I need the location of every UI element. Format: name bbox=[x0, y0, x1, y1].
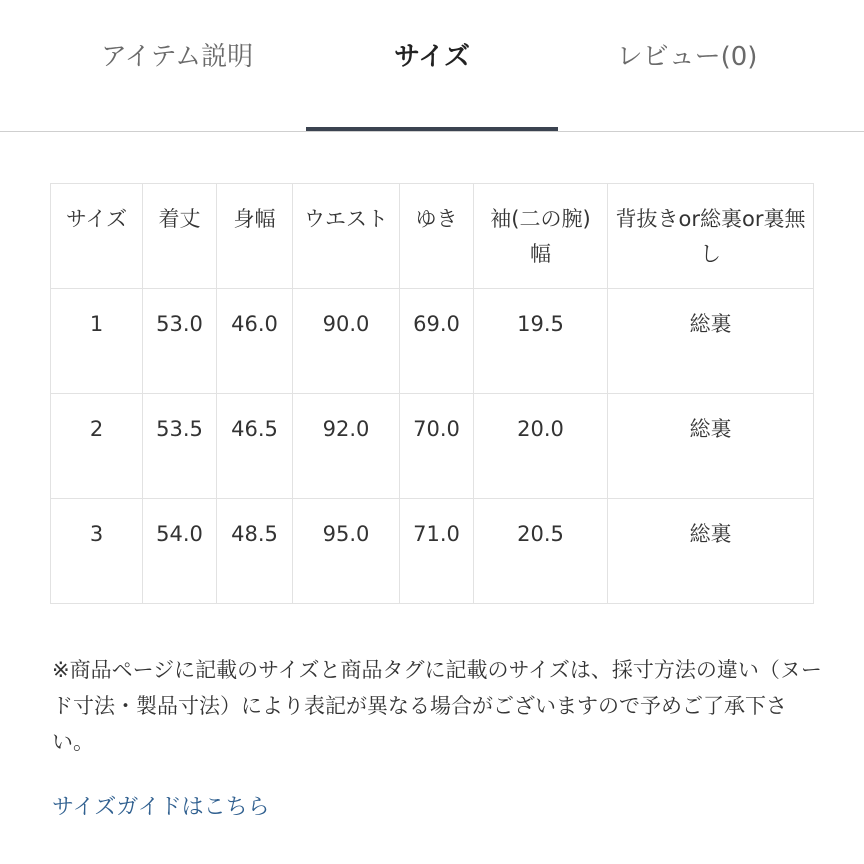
table-header-row bbox=[51, 184, 814, 289]
table-cell: 70.0 bbox=[400, 394, 474, 499]
header-body-width: 身幅 bbox=[217, 184, 293, 289]
table-cell: 53.0 bbox=[143, 289, 217, 394]
header-waist: ウエスト bbox=[293, 184, 400, 289]
table-cell: 20.5 bbox=[474, 499, 608, 604]
tab-size[interactable]: サイズ bbox=[394, 42, 470, 72]
table-cell: 69.0 bbox=[400, 289, 474, 394]
tab-bar bbox=[0, 0, 864, 132]
header-lining: 背抜きor総裏or裏無し bbox=[608, 184, 814, 289]
tab-reviews[interactable]: レビュー(0) bbox=[616, 42, 758, 72]
table-cell: 54.0 bbox=[143, 499, 217, 604]
table-row bbox=[51, 289, 814, 394]
table-cell: 20.0 bbox=[474, 394, 608, 499]
table-cell: 総裏 bbox=[608, 289, 814, 394]
table-cell: 総裏 bbox=[608, 499, 814, 604]
table-cell: 48.5 bbox=[217, 499, 293, 604]
table-cell: 19.5 bbox=[474, 289, 608, 394]
table-cell: 3 bbox=[51, 499, 143, 604]
table-cell: 71.0 bbox=[400, 499, 474, 604]
active-tab-indicator bbox=[306, 127, 558, 131]
table-cell: 95.0 bbox=[293, 499, 400, 604]
table-cell: 53.5 bbox=[143, 394, 217, 499]
table-cell: 2 bbox=[51, 394, 143, 499]
table-row bbox=[51, 499, 814, 604]
header-sleeve-width: 袖(二の腕)幅 bbox=[474, 184, 608, 289]
table-cell: 46.5 bbox=[217, 394, 293, 499]
tab-item-description[interactable]: アイテム説明 bbox=[100, 42, 254, 72]
table-cell: 1 bbox=[51, 289, 143, 394]
header-yuki: ゆき bbox=[400, 184, 474, 289]
header-size: サイズ bbox=[51, 184, 143, 289]
header-length: 着丈 bbox=[143, 184, 217, 289]
size-table bbox=[50, 183, 814, 604]
table-cell: 総裏 bbox=[608, 394, 814, 499]
table-cell: 46.0 bbox=[217, 289, 293, 394]
table-cell: 90.0 bbox=[293, 289, 400, 394]
size-guide-link[interactable]: サイズガイドはこちら bbox=[52, 795, 270, 820]
table-cell: 92.0 bbox=[293, 394, 400, 499]
size-disclaimer-note: ※商品ページに記載のサイズと商品タグに記載のサイズは、採寸方法の違い（ヌード寸法・製品寸法）により表記が異なる場合がございますので予めご了承下さい。 bbox=[52, 658, 822, 754]
table-row bbox=[51, 394, 814, 499]
